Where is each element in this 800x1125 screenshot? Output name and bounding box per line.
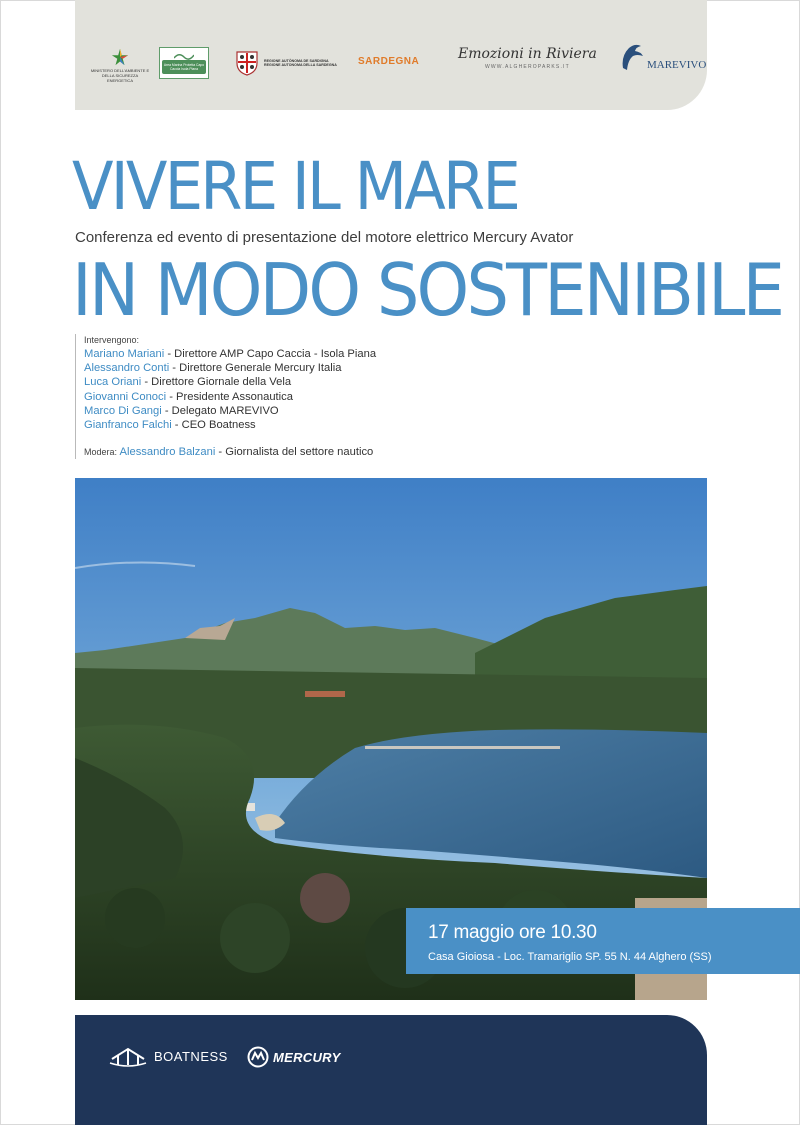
ministry-star-icon (111, 48, 129, 66)
speaker-name: Gianfranco Falchi (84, 418, 172, 431)
moderator-name: Alessandro Balzani (119, 446, 216, 459)
region-text: REGIONE AUTÒNOMA DE SARDIGNA REGIONE AUTONOMA DELLA SARDEGNA (264, 58, 337, 67)
subtitle: Conferenza ed evento di presentazione del motore elettrico Mercury Avator (75, 229, 574, 246)
sponsor-band (75, 1015, 707, 1125)
speaker-row (84, 390, 376, 404)
event-date: 17 maggio ore 10.30 (428, 922, 597, 943)
boatness-word: BOATNESS (154, 1048, 228, 1064)
emozioni-logo (458, 46, 597, 70)
title-line-1: VIVERE IL MARE (72, 148, 519, 225)
moderator-role: - Giornalista del settore nautico (215, 446, 374, 459)
ministry-logo (89, 48, 151, 83)
title-line-2: IN MODO SOSTENIBILE (72, 248, 783, 332)
mercury-word: MERCURY (273, 1049, 341, 1065)
speaker-name: Mariano Mariani (84, 348, 165, 360)
speaker-name: Marco Di Gangi (84, 404, 162, 417)
speaker-role: - Presidente Assonautica (166, 390, 293, 403)
speaker-name: Alessandro Conti (84, 362, 170, 375)
region-shield-icon (234, 50, 260, 76)
speaker-role: - Direttore Generale Mercury Italia (169, 362, 342, 375)
speaker-role: - Direttore AMP Capo Caccia - Isola Piana (164, 348, 377, 360)
event-place: Casa Gioiosa - Loc. Tramariglio SP. 55 N. 44 Alghero (SS) (428, 951, 712, 963)
emozioni-script: Emozioni in Riviera (458, 46, 597, 62)
amp-logo (159, 47, 209, 79)
emozioni-url: WWW.ALGHEROPARKS.IT (484, 64, 570, 70)
marevivo-word: MAREVIVO (647, 59, 707, 71)
speaker-role: - Delegato MAREVIVO (161, 404, 279, 417)
speaker-row (84, 361, 376, 375)
boatness-logo (108, 1045, 228, 1067)
sardegna-logo: SARDEGNA (358, 56, 420, 67)
moderator-row (84, 445, 376, 459)
dolphin-icon (619, 42, 645, 72)
speaker-role: - Direttore Giornale della Vela (141, 376, 292, 389)
speaker-row (84, 404, 376, 418)
logo-band (75, 0, 707, 110)
speakers-block (75, 334, 376, 459)
speaker-name: Luca Oriani (84, 376, 142, 389)
speakers-label: Intervengono: (84, 335, 140, 345)
speaker-row (84, 418, 376, 432)
amp-wave-icon (174, 52, 194, 60)
speaker-role: - CEO Boatness (171, 418, 256, 431)
ministry-text: MINISTERO DELL'AMBIENTE E DELLA SICUREZZA ENERGETICA (90, 68, 150, 83)
speaker-row (84, 347, 376, 361)
moderator-label: Modera: (84, 447, 118, 458)
amp-text: Area Marina Protetta Capo Caccia Isola Piana (163, 63, 205, 71)
speaker-name: Giovanni Conoci (84, 390, 167, 403)
mercury-icon (247, 1046, 269, 1068)
mercury-logo (247, 1046, 341, 1068)
boatness-icon (108, 1045, 148, 1067)
region-logo (234, 50, 344, 76)
speaker-row (84, 375, 376, 389)
marevivo-logo (619, 42, 706, 72)
date-banner (406, 908, 800, 974)
